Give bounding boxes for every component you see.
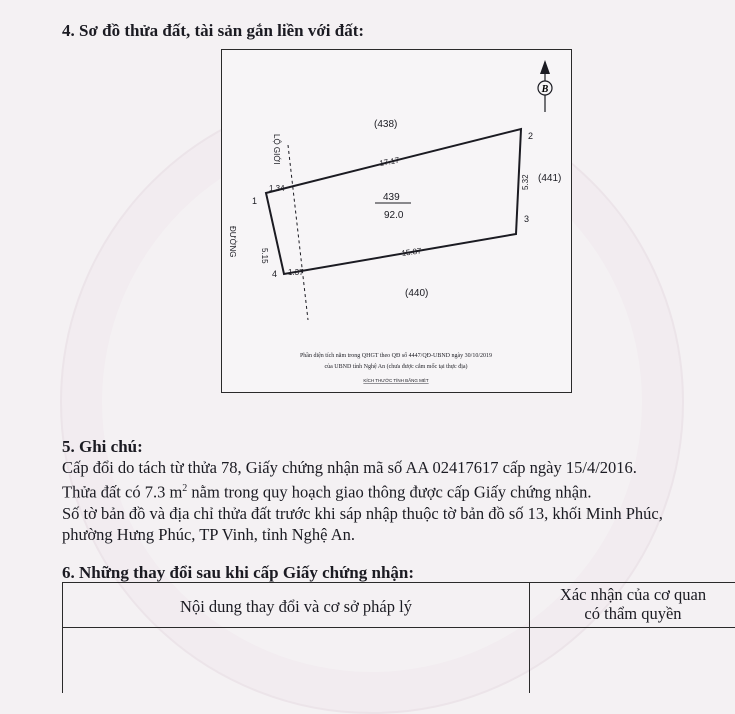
road-label: ĐƯỜNG <box>228 226 237 258</box>
dimension-bottom: 15.87 <box>401 246 423 258</box>
vertex-1: 1 <box>252 196 258 206</box>
dimension-top: 17.17 <box>378 155 401 168</box>
vertex-4: 4 <box>272 269 278 279</box>
parcel-diagram <box>221 49 572 393</box>
neighbor-parcel-bottom: (440) <box>405 288 429 299</box>
table-header-divider <box>63 627 735 628</box>
dimension-corner-top: 1.34 <box>269 184 285 193</box>
dimension-right: 5.32 <box>521 174 530 190</box>
parcel-diagram-svg <box>222 50 571 392</box>
note-line-1: Cấp đổi do tách từ thửa 78, Giấy chứng nhận mã số AA 02417617 cấp ngày 15/4/2016. <box>62 458 637 477</box>
road-boundary-label: LỘ GIỚI <box>272 134 281 165</box>
notes-section <box>62 436 722 545</box>
diagram-caption-line3: KÍCH THƯỚC TÍNH BẰNG MÉT <box>363 378 429 383</box>
vertex-2: 2 <box>528 131 534 141</box>
north-label: B <box>541 84 549 95</box>
table-header-confirmation: Xác nhận của cơ quan có thẩm quyền <box>559 585 707 623</box>
north-arrow-icon <box>538 60 552 112</box>
section-4-title: 4. Sơ đồ thửa đất, tài sản gắn liền với đất: <box>62 21 365 40</box>
dimension-left: 5.15 <box>260 248 269 264</box>
diagram-caption-line1: Phần diện tích nằm trong QHGT theo QĐ số 4447/QĐ-UBND ngày 30/10/2019 <box>299 353 493 359</box>
changes-table <box>62 582 735 693</box>
note-line-2: Thửa đất có 7.3 $m^2$ nằm trong quy hoạch giao thông được cấp Giấy chứng nhận. <box>62 482 592 502</box>
parcel-area: 92.0 <box>384 210 404 221</box>
note-line-4: phường Hưng Phúc, TP Vinh, tỉnh Nghệ An. <box>62 524 355 544</box>
note-line-3: Số tờ bản đồ và địa chỉ thửa đất trước khi sáp nhập thuộc tờ bản đồ số 13, khối Minh Phúc, <box>62 503 663 523</box>
section-5-title: 5. Ghi chú: <box>62 437 143 456</box>
road-boundary-line <box>288 145 308 320</box>
vertex-3: 3 <box>524 214 530 224</box>
diagram-caption-line2: của UBND tỉnh Nghệ An (chưa được cắm mốc tại thực địa) <box>324 364 468 370</box>
neighbor-parcel-top: (438) <box>374 119 398 130</box>
table-header-content: Nội dung thay đổi và cơ sở pháp lý <box>180 597 412 616</box>
parcel-number: 439 <box>383 192 400 203</box>
neighbor-parcel-right: (441) <box>538 173 562 184</box>
dimension-corner-bottom: 1.37 <box>288 268 304 277</box>
section-6-title: 6. Những thay đổi sau khi cấp Giấy chứng nhận: <box>62 563 415 582</box>
